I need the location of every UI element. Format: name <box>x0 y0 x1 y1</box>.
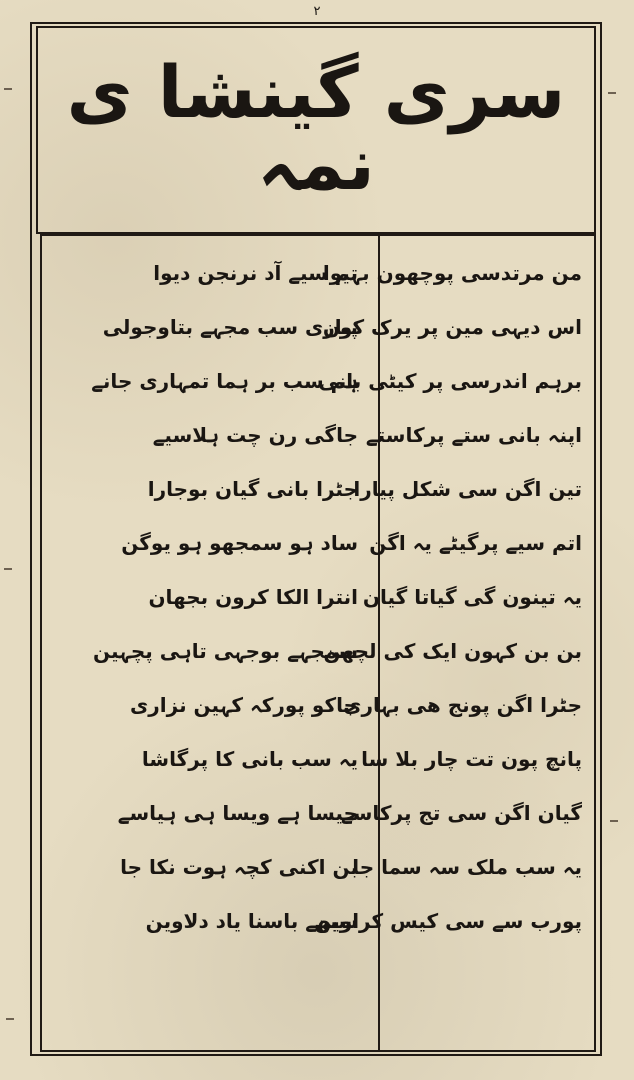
verse-line: جٹرا اگن پونج ھی بہاری <box>343 693 582 717</box>
verse-line: تین اگن سی شکل پیارا <box>353 477 582 501</box>
verse-line: برہم اندرسی پر کیٹی بانی <box>318 369 582 393</box>
verse-table <box>40 234 596 1052</box>
verse-line: جاگی رن چت ہلاسیے <box>152 423 358 447</box>
title-box <box>36 26 596 234</box>
verse-line: اتم سیے پرگیٹے یہ اگن <box>369 531 582 555</box>
margin-mark <box>610 820 618 822</box>
margin-mark <box>608 92 616 94</box>
verse-line: من مرتدسی پوچھون بہیوا <box>322 261 582 285</box>
verse-line: پورب سے سی کیس کراوین <box>314 909 582 933</box>
verse-line: اس دیہی مین پر یرک کون <box>322 315 582 339</box>
verse-line: سبھے باسنا یاد دلاوین <box>145 909 358 933</box>
margin-mark <box>6 1018 14 1020</box>
verse-line: یہ سب بانی کا پرگاشا <box>141 747 358 771</box>
verse-line: یہ تینون گی گیاتا گیان <box>362 585 582 609</box>
verse-line: تم سیے آد نرنجن دیوا <box>153 261 358 285</box>
verse-line: گیان اگن سی تج پرکاسے <box>340 801 582 825</box>
right-column <box>314 246 584 948</box>
left-column <box>50 246 366 948</box>
verse-line: سمجہے بوجہی تاہی پچہین <box>92 639 358 663</box>
verse-line: بن اکنی کچہ ہوت نکا جا <box>120 855 358 879</box>
margin-mark <box>4 568 12 570</box>
page-title: سری گینشا ی نمہ <box>66 50 566 206</box>
verse-line: جٹرا بانی گیان بوجارا <box>147 477 358 501</box>
verse-line: ساد ہو سمجھو ہو یوگن <box>121 531 358 555</box>
verse-line: پیاری سب مجہے بتاوجولی <box>102 315 358 339</box>
verse-line: اپنہ بانی ستے پرکاستے <box>365 423 582 447</box>
verse-line: ہم سب بر ہما تمہاری جانے <box>91 369 358 393</box>
verse-line: پانچ پون تت چار بلا سا <box>361 747 582 771</box>
verse-line: یہ سب ملک سہ سما جا <box>352 855 582 879</box>
verse-line: جاکو پورکہ کہین نزاری <box>129 693 358 717</box>
verse-line: بن بن کہون ایک کی لچھن <box>323 639 582 663</box>
verse-line: جیسا ہے ویسا ہی ہیاسے <box>117 801 358 825</box>
margin-mark <box>4 88 12 90</box>
verse-line: انترا الکا کرون بجھان <box>148 585 358 609</box>
page-number: ٢ <box>313 4 321 19</box>
